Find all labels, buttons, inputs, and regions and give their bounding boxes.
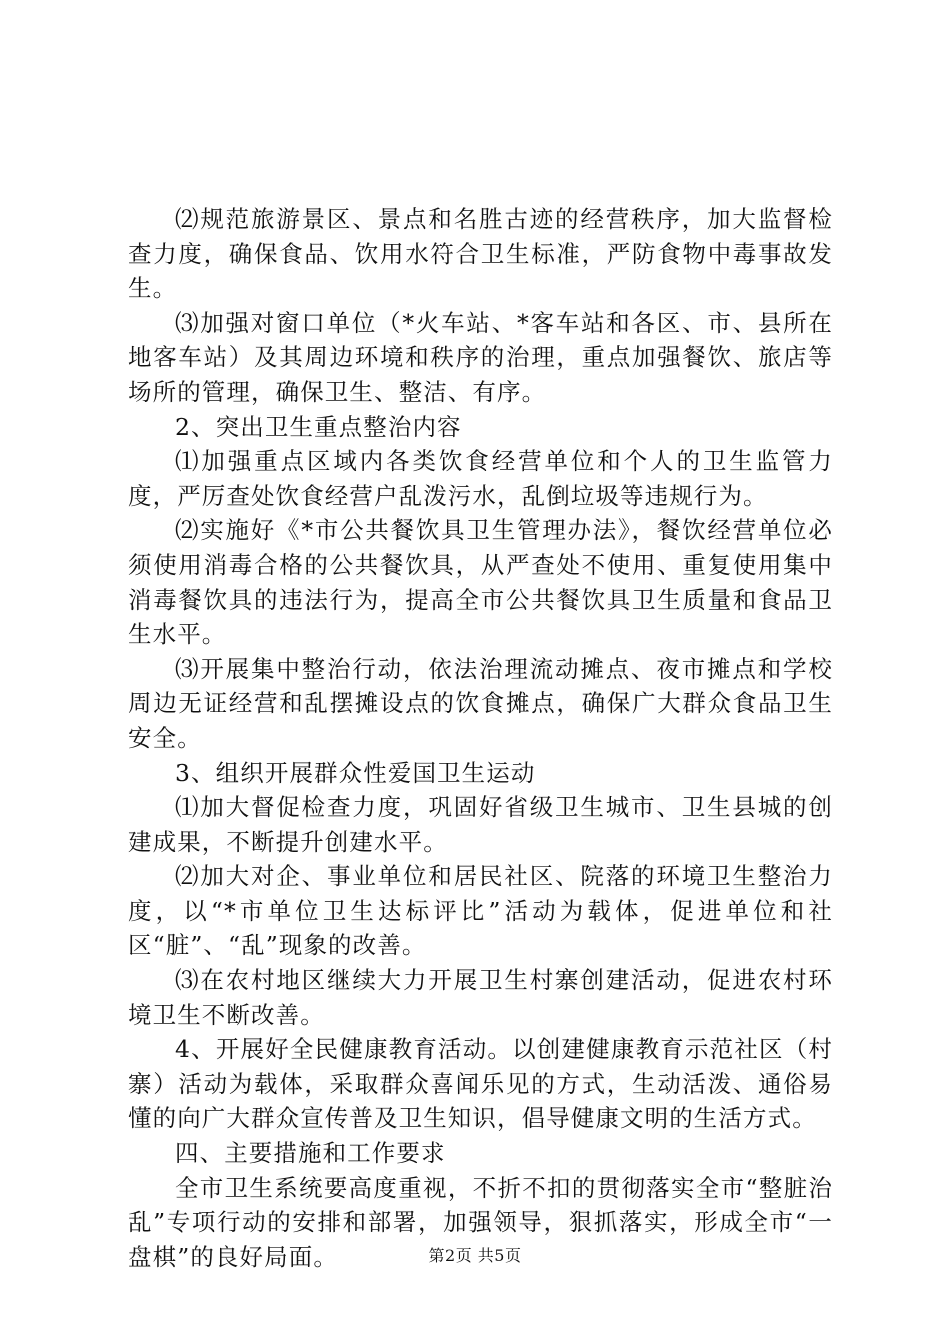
page-number-footer: 第2页 共5页 <box>428 1246 522 1265</box>
paragraph: ⑴加强重点区域内各类饮食经营单位和个人的卫生监管力度，严厉查处饮食经营户乱泼污水，乱倒垃圾等违规行为。 <box>128 447 833 510</box>
paragraph: 4、开展好全民健康教育活动。以创建健康教育示范社区（村寨）活动为载体，采取群众喜闻乐见的方式，生动活泼、通俗易懂的向广大群众宣传普及卫生知识，倡导健康文明的生活方式。 <box>128 1035 833 1133</box>
section-heading: 四、主要措施和工作要求 <box>175 1139 446 1168</box>
paragraph: ⑴加大督促检查力度，巩固好省级卫生城市、卫生县城的创建成果，不断提升创建水平。 <box>128 793 833 856</box>
section-heading: 3、组织开展群众性爱国卫生运动 <box>175 758 536 787</box>
paragraph: ⑶开展集中整治行动，依法治理流动摊点、夜市摊点和学校周边无证经营和乱摆摊设点的饮食摊点，确保广大群众食品卫生安全。 <box>128 654 833 752</box>
section-heading: 2、突出卫生重点整治内容 <box>175 412 462 441</box>
document-body <box>128 202 833 1274</box>
paragraph: ⑵加大对企、事业单位和居民社区、院落的环境卫生整治力度，以“*市单位卫生达标评比”活动为载体，促进单位和社区“脏”、“乱”现象的改善。 <box>128 862 833 960</box>
paragraph: ⑶在农村地区继续大力开展卫生村寨创建活动，促进农村环境卫生不断改善。 <box>128 966 833 1029</box>
paragraph: 全市卫生系统要高度重视，不折不扣的贯彻落实全市“整脏治乱”专项行动的安排和部署，加强领导，狠抓落实，形成全市“一盘棋”的良好局面。 <box>128 1173 833 1271</box>
paragraph: ⑵规范旅游景区、景点和名胜古迹的经营秩序，加大监督检查力度，确保食品、饮用水符合卫生标准，严防食物中毒事故发生。 <box>128 205 833 303</box>
paragraph: ⑵实施好《*市公共餐饮具卫生管理办法》，餐饮经营单位必须使用消毒合格的公共餐饮具，从严查处不使用、重复使用集中消毒餐饮具的违法行为，提高全市公共餐饮具卫生质量和食品卫生水平。 <box>128 516 833 649</box>
paragraph: ⑶加强对窗口单位（*火车站、*客车站和各区、市、县所在地客车站）及其周边环境和秩序的治理，重点加强餐饮、旅店等场所的管理，确保卫生、整洁、有序。 <box>128 308 833 406</box>
